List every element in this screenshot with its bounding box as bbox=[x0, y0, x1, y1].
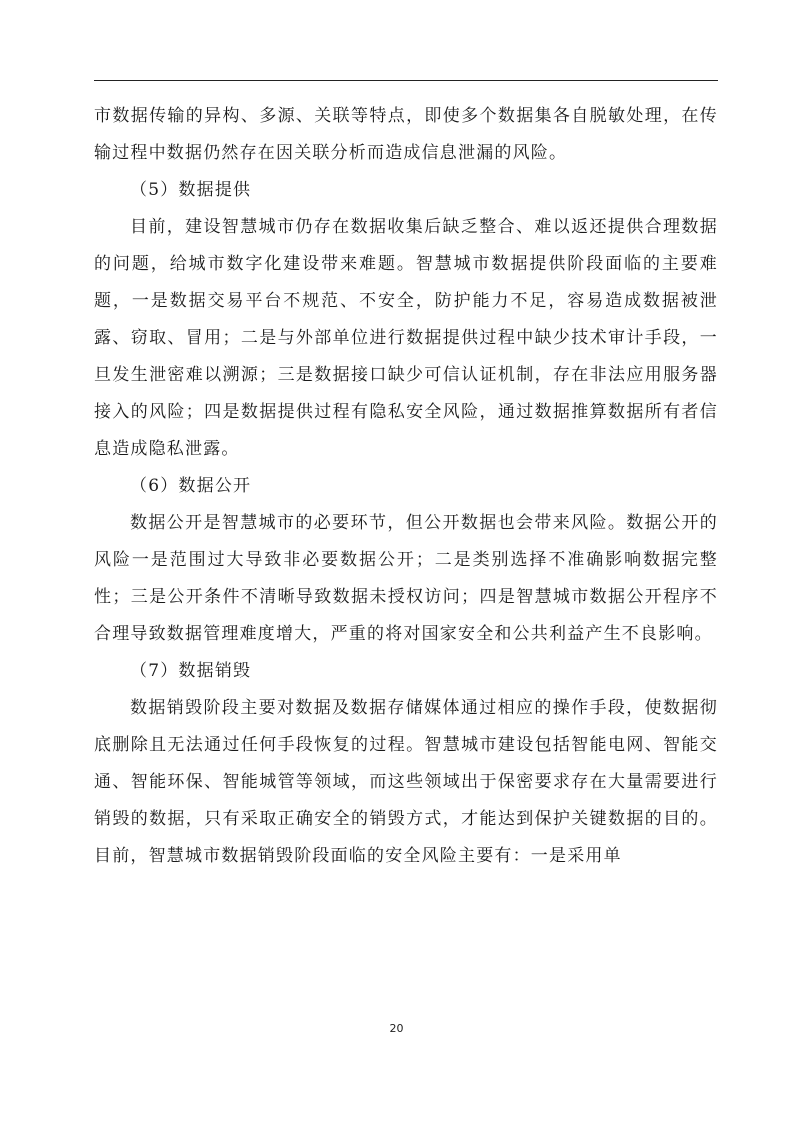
body-paragraph: 目前，建设智慧城市仍存在数据收集后缺乏整合、难以返还提供合理数据的问题，给城市数字化建设带来难题。智慧城市数据提供阶段面临的主要难题，一是数据交易平台不规范、不安全，防护能力不足，容易造成数据被泄露、窃取、冒用；二是与外部单位进行数据提供过程中缺少技术审计手段，一旦发生泄密难以溯源；三是数据接口缺少可信认证机制，存在非法应用服务器接入的风险；四是数据提供过程有隐私安全风险，通过数据推算数据所有者信息造成隐私泄露。 bbox=[94, 217, 718, 459]
body-paragraph: 数据公开是智慧城市的必要环节，但公开数据也会带来风险。数据公开的风险一是范围过大导致非必要数据公开；二是类别选择不准确影响数据完整性；三是公开条件不清晰导致数据未授权访问；四是智慧城市数据公开程序不合理导致数据管理难度增大，严重的将对国家安全和公共利益产生不良影响。 bbox=[94, 513, 718, 644]
section-heading-data-disclosure: （6）数据公开 bbox=[130, 476, 252, 496]
section-heading-data-provision: （5）数据提供 bbox=[130, 180, 252, 200]
page-number: 20 bbox=[389, 1022, 404, 1035]
section-heading-data-destruction: （7）数据销毁 bbox=[130, 661, 252, 681]
body-paragraph: 数据销毁阶段主要对数据及数据存储媒体通过相应的操作手段，使数据彻底删除且无法通过任何手段恢复的过程。智慧城市建设包括智能电网、智能交通、智能环保、智能城管等领域，而这些领域出于保密要求存在大量需要进行销毁的数据，只有采取正确安全的销毁方式，才能达到保护关键数据的目的。目前，智慧城市数据销毁阶段面临的安全风险主要有：一是采用单 bbox=[94, 698, 718, 866]
page-content bbox=[94, 98, 718, 875]
header-rule bbox=[94, 80, 718, 81]
body-paragraph: 市数据传输的异构、多源、关联等特点，即使多个数据集各自脱敏处理，在传输过程中数据仍然存在因关联分析而造成信息泄漏的风险。 bbox=[94, 106, 718, 163]
